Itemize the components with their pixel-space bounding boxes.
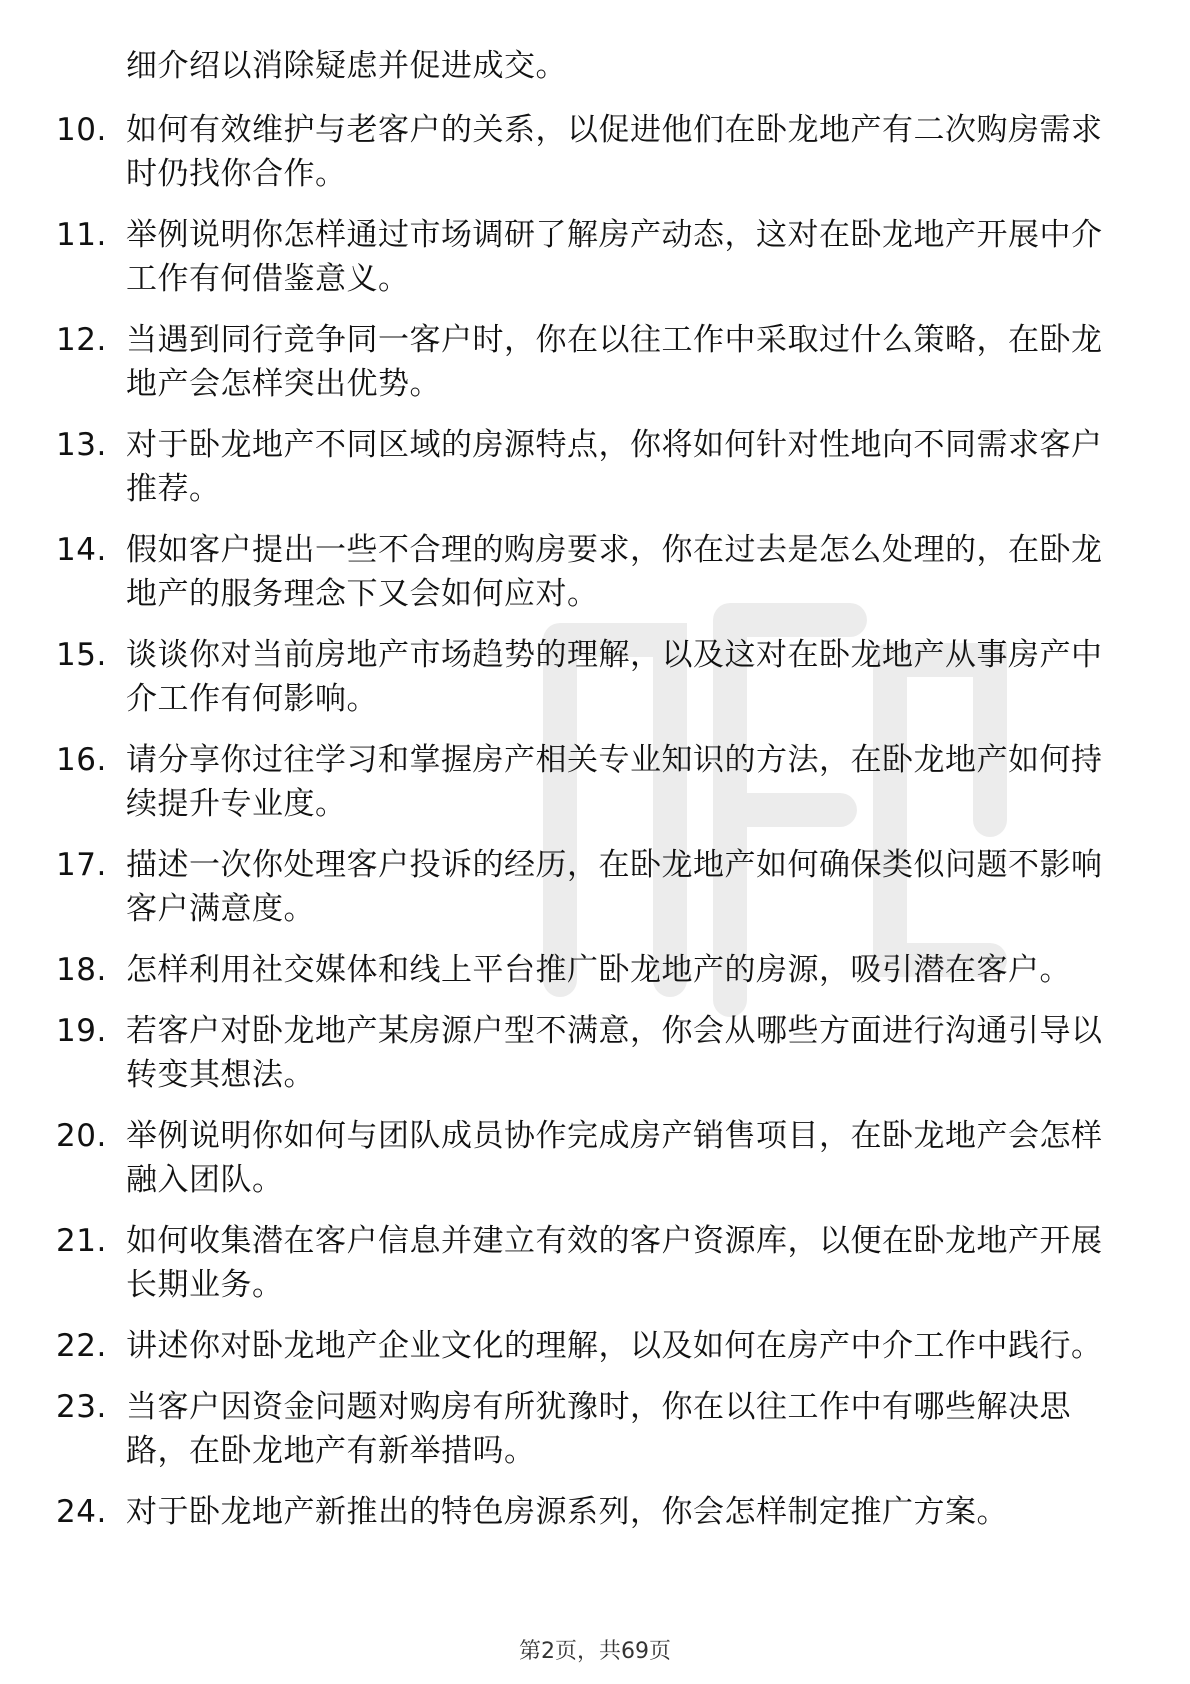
list-item <box>56 213 1116 301</box>
question-number: 17. <box>56 847 107 883</box>
list-item <box>56 633 1116 721</box>
question-number: 20. <box>56 1118 107 1154</box>
list-item <box>56 738 1116 826</box>
question-text: 如何收集潜在客户信息并建立有效的客户资源库，以便在卧龙地产开展长期业务。 <box>126 1223 1103 1303</box>
list-item <box>56 1114 1116 1202</box>
question-text: 若客户对卧龙地产某房源户型不满意，你会从哪些方面进行沟通引导以转变其想法。 <box>126 1013 1103 1093</box>
question-number: 13. <box>56 427 107 463</box>
page-number-footer: 第2页，共69页 <box>519 1639 671 1664</box>
list-item <box>56 1324 1116 1368</box>
list-item <box>56 948 1116 992</box>
list-item <box>56 1009 1116 1097</box>
list-item <box>56 108 1116 196</box>
question-number: 16. <box>56 742 107 778</box>
continuation-line: 细介绍以消除疑虑并促进成交。 <box>126 48 567 84</box>
question-text: 讲述你对卧龙地产企业文化的理解，以及如何在房产中介工作中践行。 <box>126 1328 1103 1364</box>
question-text: 怎样利用社交媒体和线上平台推广卧龙地产的房源，吸引潜在客户。 <box>126 952 1071 988</box>
list-item <box>56 843 1116 931</box>
question-number: 15. <box>56 637 107 673</box>
question-text: 举例说明你怎样通过市场调研了解房产动态，这对在卧龙地产开展中介工作有何借鉴意义。 <box>126 217 1103 297</box>
question-text: 请分享你过往学习和掌握房产相关专业知识的方法，在卧龙地产如何持续提升专业度。 <box>126 742 1103 822</box>
list-item <box>56 1385 1116 1473</box>
question-number: 21. <box>56 1223 107 1259</box>
question-text: 假如客户提出一些不合理的购房要求，你在过去是怎么处理的，在卧龙地产的服务理念下又会如何应对。 <box>126 532 1103 612</box>
list-item <box>56 423 1116 511</box>
question-text: 当客户因资金问题对购房有所犹豫时，你在以往工作中有哪些解决思路，在卧龙地产有新举措吗。 <box>126 1389 1071 1469</box>
question-text: 如何有效维护与老客户的关系，以促进他们在卧龙地产有二次购房需求时仍找你合作。 <box>126 112 1103 192</box>
question-number: 14. <box>56 532 107 568</box>
question-number: 18. <box>56 952 107 988</box>
list-item <box>56 1219 1116 1307</box>
question-text: 谈谈你对当前房地产市场趋势的理解，以及这对在卧龙地产从事房产中介工作有何影响。 <box>126 637 1103 717</box>
question-text: 描述一次你处理客户投诉的经历，在卧龙地产如何确保类似问题不影响客户满意度。 <box>126 847 1103 927</box>
list-item <box>56 1490 1116 1534</box>
question-text: 举例说明你如何与团队成员协作完成房产销售项目，在卧龙地产会怎样融入团队。 <box>126 1118 1103 1198</box>
question-number: 23. <box>56 1389 107 1425</box>
question-number: 19. <box>56 1013 107 1049</box>
question-number: 22. <box>56 1328 107 1364</box>
list-item <box>56 528 1116 616</box>
question-number: 12. <box>56 322 107 358</box>
question-number: 24. <box>56 1494 107 1530</box>
question-text: 当遇到同行竞争同一客户时，你在以往工作中采取过什么策略，在卧龙地产会怎样突出优势。 <box>126 322 1103 402</box>
list-item <box>56 318 1116 406</box>
question-number: 10. <box>56 112 107 148</box>
question-text: 对于卧龙地产不同区域的房源特点，你将如何针对性地向不同需求客户推荐。 <box>126 427 1103 507</box>
question-number: 11. <box>56 217 107 253</box>
question-text: 对于卧龙地产新推出的特色房源系列，你会怎样制定推广方案。 <box>126 1494 1008 1530</box>
question-list <box>56 108 1116 1551</box>
